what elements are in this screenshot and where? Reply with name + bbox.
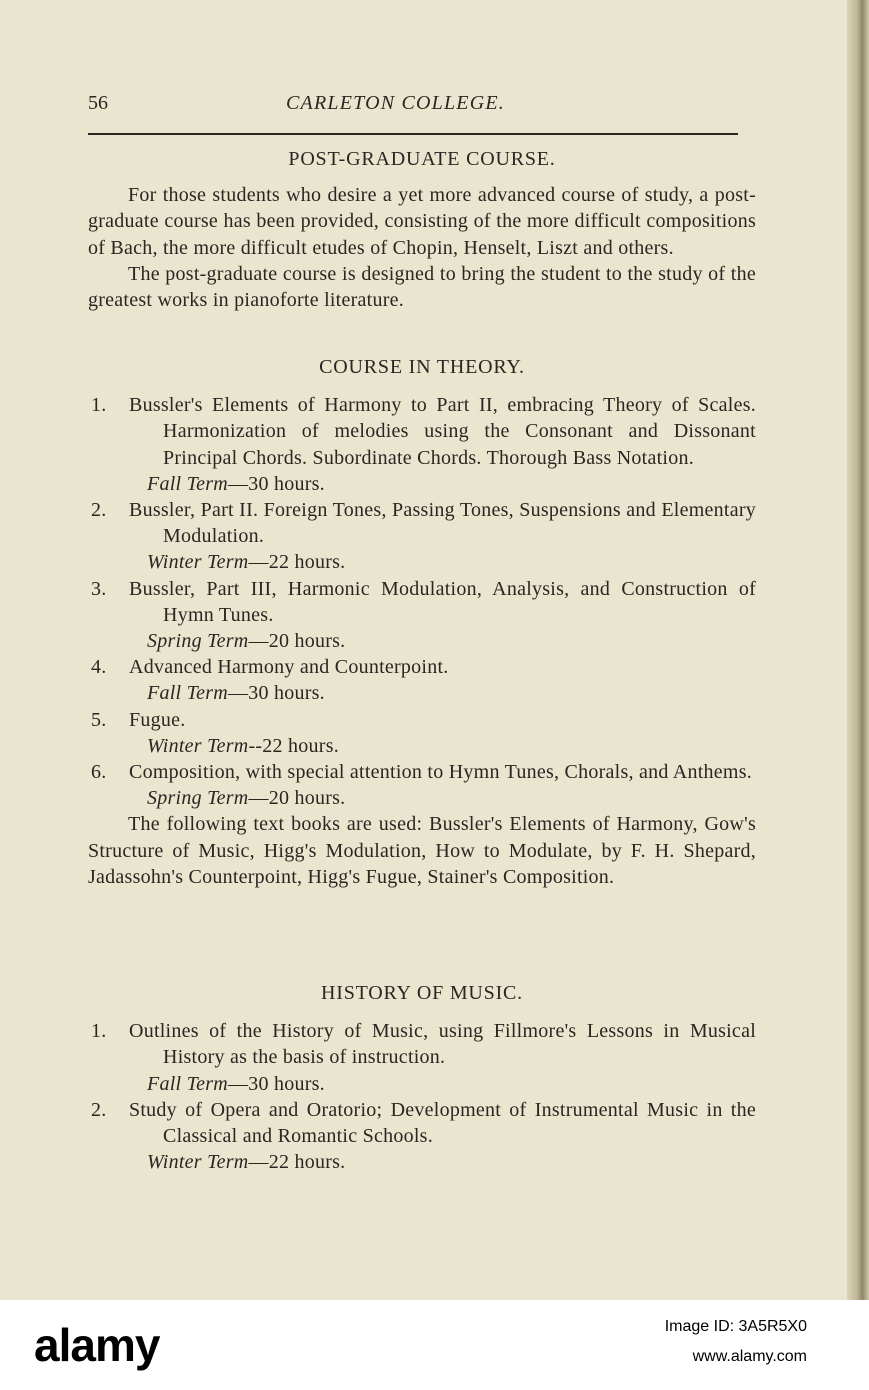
paragraph: For those students who desire a yet more advanced course of study, a post-graduate course has been provided, consisting of the more difficult compositions of Bach, the more difficult etudes of Chopin, Henselt, Liszt and others. [88, 184, 756, 259]
course-item [88, 1018, 756, 1070]
image-id-label: Image ID: 3A5R5X0 [664, 1318, 807, 1335]
section-heading: POST-GRADUATE COURSE. [288, 148, 556, 170]
watermark-logo: alamy [34, 1319, 160, 1371]
term-name: Fall Term [147, 682, 228, 705]
term-hours: —30 hours. [227, 682, 325, 705]
item-description: Study of Opera and Oratorio; Development of Instrumental Music in the Classical and Romantic Schools. [129, 1098, 756, 1148]
term-hours: —20 hours. [248, 630, 346, 653]
item-number: 6. [91, 761, 107, 784]
item-number: 2. [91, 499, 107, 522]
term-hours: --22 hours. [248, 734, 339, 757]
course-item [88, 759, 756, 785]
term-name: Fall Term [147, 1072, 228, 1095]
term-line [88, 785, 756, 811]
item-description: Bussler, Part II. Foreign Tones, Passing Tones, Suspensions and Elementary Modulation. [129, 499, 756, 548]
term-name: Fall Term [147, 472, 228, 495]
item-number: 2. [91, 1098, 107, 1121]
theory-section [88, 354, 756, 890]
term-hours: —30 hours. [227, 1072, 325, 1095]
term-name: Winter Term [147, 734, 249, 757]
item-description: Bussler, Part III, Harmonic Modulation, Analysis, and Construction of Hymn Tunes. [129, 577, 756, 626]
item-number: 1. [91, 394, 107, 417]
item-number: 5. [91, 708, 107, 731]
course-item [88, 392, 756, 471]
paragraph: The post-graduate course is designed to bring the student to the study of the greatest works in pianoforte literature. [88, 262, 756, 312]
term-name: Spring Term [147, 787, 249, 810]
term-line [88, 680, 756, 706]
item-number: 1. [91, 1020, 107, 1043]
item-number: 3. [91, 577, 107, 600]
term-hours: —30 hours. [227, 472, 325, 495]
course-item [88, 576, 756, 628]
section-heading: COURSE IN THEORY. [319, 356, 525, 378]
term-line [88, 733, 756, 759]
running-header [88, 92, 738, 120]
book-spine-edge [847, 0, 869, 1300]
course-item [88, 654, 756, 680]
term-hours: —20 hours. [248, 787, 346, 810]
text-books-paragraph: The following text books are used: Bussler's Elements of Harmony, Gow's Structure of Music, Higg's Modulation, How to Modulate, by F. H. Shepard, Jadassohn's Counterpoint, Higg's Fugue, Stainer's Composition. [88, 813, 756, 888]
term-line [88, 1149, 756, 1175]
item-description: Advanced Harmony and Counterpoint. [129, 656, 449, 679]
site-url[interactable]: www.alamy.com [692, 1348, 807, 1365]
term-line [88, 471, 756, 497]
item-number: 4. [91, 656, 107, 679]
item-description: Outlines of the History of Music, using Fillmore's Lessons in Musical History as the basis of instruction. [129, 1020, 756, 1069]
section-heading: HISTORY OF MUSIC. [321, 982, 523, 1004]
running-title: CARLETON COLLEGE. [286, 92, 505, 114]
course-item [88, 497, 756, 549]
term-hours: —22 hours. [248, 1151, 346, 1174]
course-item [88, 707, 756, 733]
page-number: 56 [88, 92, 108, 114]
course-item [88, 1097, 756, 1149]
item-description: Fugue. [129, 708, 186, 731]
term-line [88, 549, 756, 575]
term-line [88, 1071, 756, 1097]
post-graduate-section [88, 146, 756, 313]
term-name: Spring Term [147, 630, 249, 653]
term-hours: —22 hours. [248, 551, 346, 574]
term-name: Winter Term [147, 551, 249, 574]
header-rule [88, 133, 738, 135]
item-description: Composition, with special attention to Hymn Tunes, Chorals, and Anthems. [129, 761, 752, 784]
history-section [88, 980, 756, 1175]
term-name: Winter Term [147, 1151, 249, 1174]
item-description: Bussler's Elements of Harmony to Part II, embracing Theory of Scales. Harmonization of melodies using the Consonant and Dissonant Principal Chords. Subordinate Chords. Thorough Bass Notation. [129, 394, 756, 469]
term-line [88, 628, 756, 654]
